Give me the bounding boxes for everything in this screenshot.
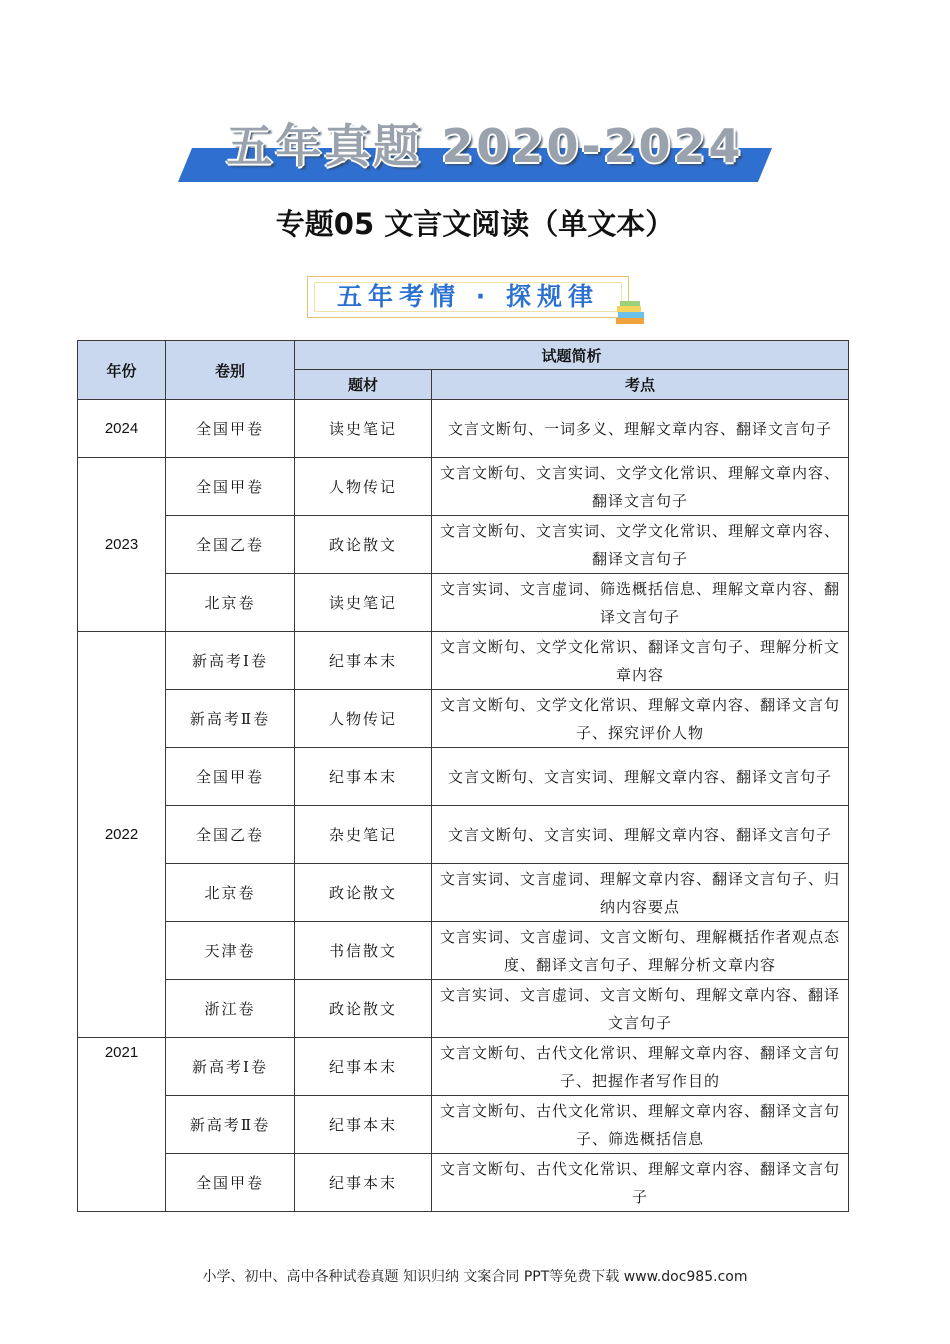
books-icon — [614, 300, 648, 326]
paper-cell: 新高考Ⅱ卷 — [166, 690, 295, 748]
paper-cell: 新高考Ⅱ卷 — [166, 1096, 295, 1154]
topic-cell: 人物传记 — [295, 458, 432, 516]
table-row — [78, 922, 849, 980]
banner-title: 五年真题 2020-2024 — [226, 119, 744, 173]
points-cell: 文言文断句、一词多义、理解文章内容、翻译文言句子 — [432, 400, 849, 458]
points-cell: 文言文断句、古代文化常识、理解文章内容、翻译文言句子、把握作者写作目的 — [432, 1038, 849, 1096]
topic-cell: 政论散文 — [295, 980, 432, 1038]
paper-cell: 全国甲卷 — [166, 1154, 295, 1212]
table-row — [78, 980, 849, 1038]
points-cell: 文言文断句、古代文化常识、理解文章内容、翻译文言句子、筛选概括信息 — [432, 1096, 849, 1154]
header-year: 年份 — [78, 341, 166, 400]
year-cell: 2021 — [78, 1038, 166, 1212]
year-cell: 2023 — [78, 458, 166, 632]
paper-cell: 新高考Ⅰ卷 — [166, 632, 295, 690]
paper-cell: 浙江卷 — [166, 980, 295, 1038]
points-cell: 文言实词、文言虚词、理解文章内容、翻译文言句子、归纳内容要点 — [432, 864, 849, 922]
points-cell: 文言文断句、文学文化常识、翻译文言句子、理解分析文章内容 — [432, 632, 849, 690]
page-title: 专题05 文言文阅读（单文本） — [275, 207, 675, 241]
table-row — [78, 748, 849, 806]
table-row — [78, 632, 849, 690]
points-cell: 文言文断句、文言实词、理解文章内容、翻译文言句子 — [432, 748, 849, 806]
topic-cell: 政论散文 — [295, 864, 432, 922]
topic-cell: 读史笔记 — [295, 400, 432, 458]
subtitle-text: 五年考情 · 探规律 — [337, 282, 599, 311]
points-cell: 文言实词、文言虚词、文言文断句、理解概括作者观点态度、翻译文言句子、理解分析文章内容 — [432, 922, 849, 980]
topic-cell: 读史笔记 — [295, 574, 432, 632]
table-row — [78, 864, 849, 922]
paper-cell: 全国甲卷 — [166, 458, 295, 516]
paper-cell: 新高考Ⅰ卷 — [166, 1038, 295, 1096]
header-paper: 卷别 — [166, 341, 295, 400]
points-cell: 文言文断句、古代文化常识、理解文章内容、翻译文言句子 — [432, 1154, 849, 1212]
topic-cell: 纪事本末 — [295, 632, 432, 690]
subtitle-box — [307, 276, 629, 318]
table-row — [78, 400, 849, 458]
header-analysis: 试题简析 — [295, 341, 849, 370]
topic-cell: 纪事本末 — [295, 748, 432, 806]
points-cell: 文言实词、文言虚词、文言文断句、理解文章内容、翻译文言句子 — [432, 980, 849, 1038]
topic-cell: 纪事本末 — [295, 1038, 432, 1096]
year-cell: 2024 — [78, 400, 166, 458]
table-row — [78, 690, 849, 748]
header-topic: 题材 — [295, 370, 432, 400]
table-row — [78, 458, 849, 516]
points-cell: 文言文断句、文言实词、文学文化常识、理解文章内容、翻译文言句子 — [432, 516, 849, 574]
paper-cell: 天津卷 — [166, 922, 295, 980]
table-row — [78, 1154, 849, 1212]
table-row — [78, 806, 849, 864]
paper-cell: 全国乙卷 — [166, 516, 295, 574]
points-cell: 文言文断句、文言实词、理解文章内容、翻译文言句子 — [432, 806, 849, 864]
topic-cell: 纪事本末 — [295, 1096, 432, 1154]
topic-cell: 纪事本末 — [295, 1154, 432, 1212]
paper-cell: 北京卷 — [166, 574, 295, 632]
paper-cell: 全国甲卷 — [166, 748, 295, 806]
topic-cell: 政论散文 — [295, 516, 432, 574]
topic-cell: 人物传记 — [295, 690, 432, 748]
exam-table — [77, 340, 849, 1212]
topic-cell: 杂史笔记 — [295, 806, 432, 864]
paper-cell: 全国乙卷 — [166, 806, 295, 864]
points-cell: 文言文断句、文言实词、文学文化常识、理解文章内容、翻译文言句子 — [432, 458, 849, 516]
table-row — [78, 574, 849, 632]
year-cell: 2022 — [78, 632, 166, 1038]
table-row — [78, 516, 849, 574]
banner — [178, 118, 772, 186]
table-row — [78, 1096, 849, 1154]
header-points: 考点 — [432, 370, 849, 400]
topic-cell: 书信散文 — [295, 922, 432, 980]
paper-cell: 全国甲卷 — [166, 400, 295, 458]
footer-text: 小学、初中、高中各种试卷真题 知识归纳 文案合同 PPT等免费下载 www.doc985.com — [202, 1269, 748, 1285]
points-cell: 文言文断句、文学文化常识、理解文章内容、翻译文言句子、探究评价人物 — [432, 690, 849, 748]
table-row — [78, 1038, 849, 1096]
paper-cell: 北京卷 — [166, 864, 295, 922]
points-cell: 文言实词、文言虚词、筛选概括信息、理解文章内容、翻译文言句子 — [432, 574, 849, 632]
